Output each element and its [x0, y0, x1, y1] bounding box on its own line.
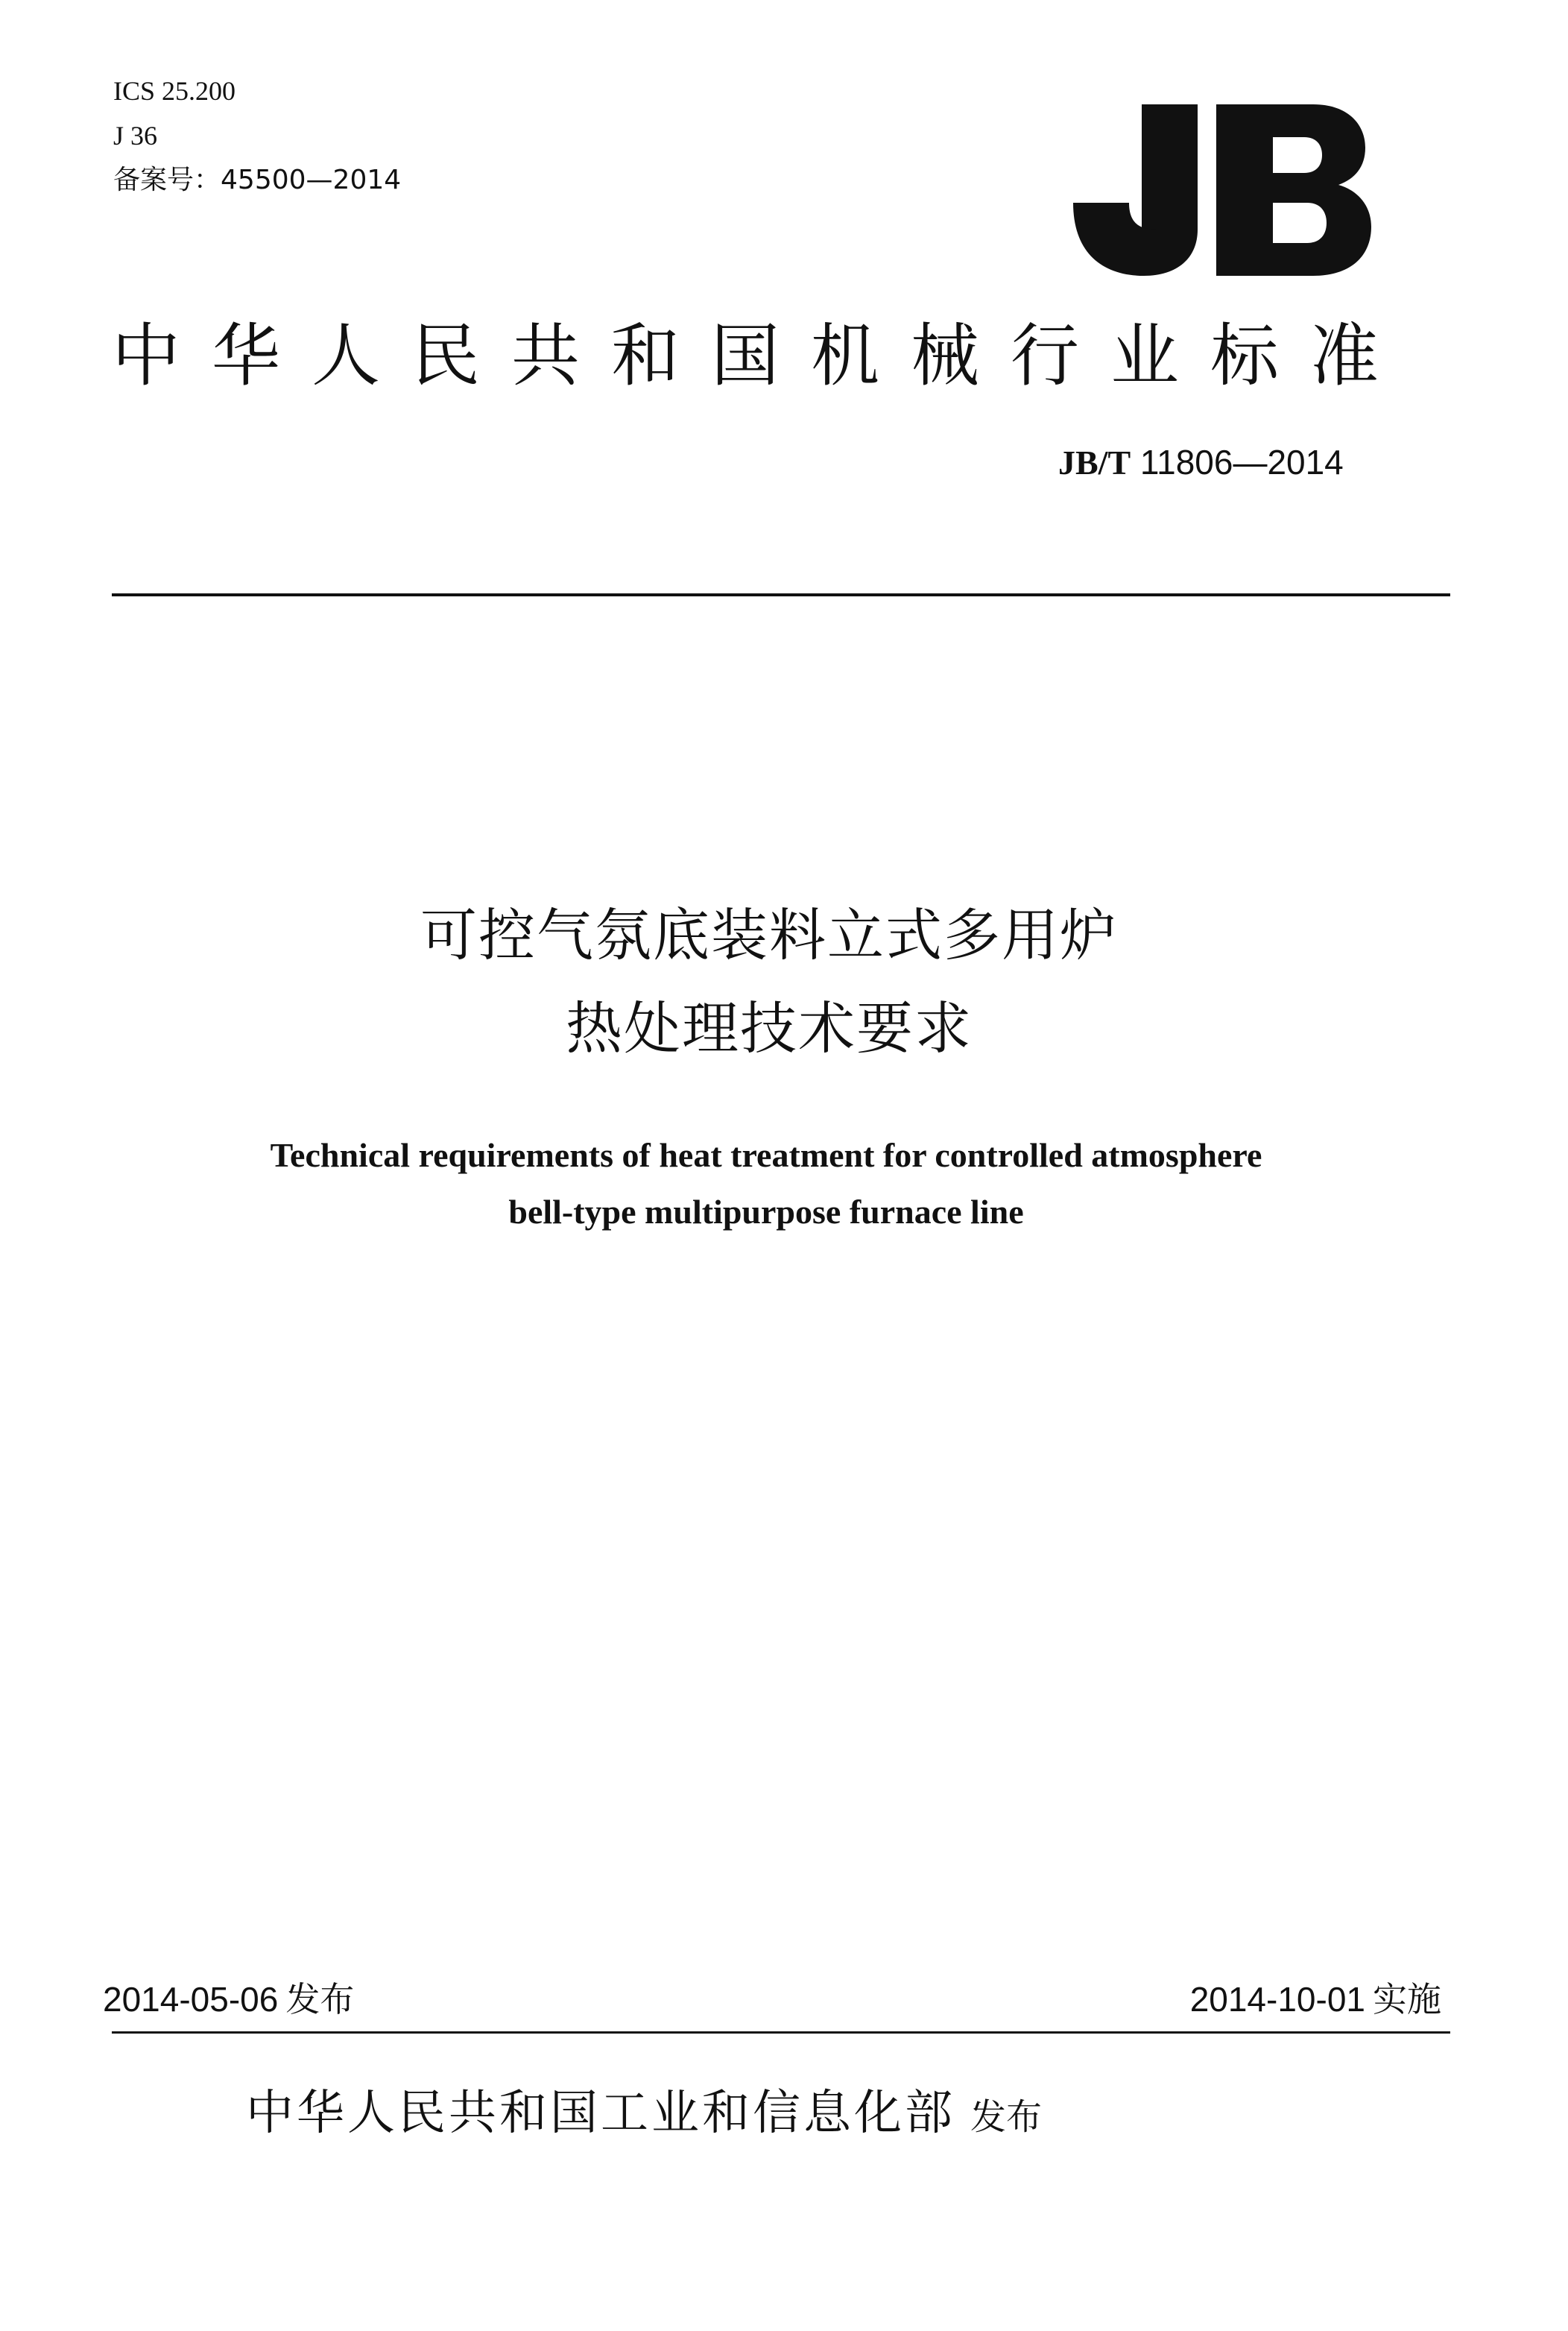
title-en-line-2: bell-type multipurpose furnace line	[508, 1193, 1024, 1231]
record-number	[113, 164, 401, 197]
title-en-line-1: Technical requirements of heat treatment for controlled atmosphere	[270, 1136, 1262, 1174]
standard-number-prefix: JB/T	[1058, 444, 1131, 482]
record-label: 备案号：	[113, 165, 221, 195]
implement-date	[1190, 1977, 1441, 2022]
standard-number-value: 11806—2014	[1131, 443, 1344, 482]
top-divider	[112, 593, 1450, 596]
bottom-divider	[112, 2031, 1450, 2034]
record-value: 45500—2014	[221, 165, 402, 195]
jb-logo	[1073, 104, 1371, 276]
ccs-code: J 36	[113, 121, 158, 151]
implement-date-value: 2014-10-01	[1189, 1980, 1365, 2019]
title-cn-line-2: 热处理技术要求	[566, 995, 973, 1062]
issue-date-word: 发布	[285, 1979, 355, 2019]
issue-date	[103, 1977, 354, 2022]
standard-title: 中华人民共和国机械行业标准	[112, 316, 1411, 396]
publisher	[246, 2080, 1042, 2151]
title-cn-line-1: 可控气氛底装料立式多用炉	[420, 902, 1118, 968]
publisher-name: 中华人民共和国工业和信息化部	[246, 2086, 955, 2141]
standard-number	[1058, 440, 1344, 485]
publisher-word: 发布	[970, 2096, 1043, 2138]
ics-code: ICS 25.200	[113, 76, 236, 106]
implement-date-word: 实施	[1373, 1979, 1441, 2019]
issue-date-value: 2014-05-06	[103, 1980, 279, 2019]
